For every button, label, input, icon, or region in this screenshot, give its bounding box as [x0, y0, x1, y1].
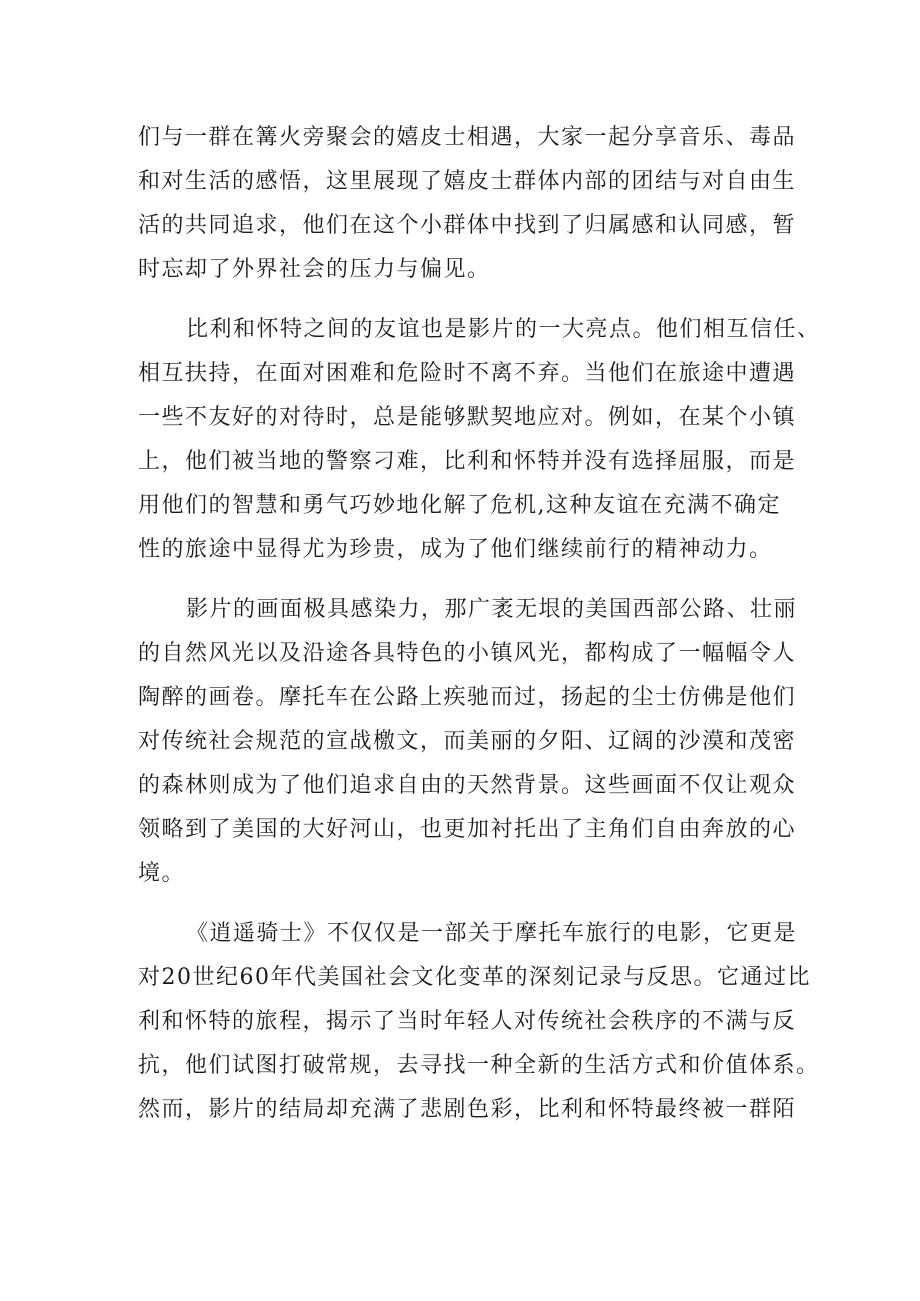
- text-line: 性的旅途中显得尤为珍贵，成为了他们继续前行的精神动力。: [138, 537, 773, 562]
- text-line: 对20世纪60年代美国社会文化变革的深刻记录与反思。它通过比: [138, 965, 811, 990]
- text-line: 上，他们被当地的警察刁难，比利和怀特并没有选择屈服，而是: [138, 449, 797, 474]
- text-line: 的森林则成为了他们追求自由的天然背景。这些画面不仅让观众: [138, 773, 797, 798]
- text-line: 抗，他们试图打破常规，去寻找一种全新的生活方式和价值体系。: [138, 1053, 820, 1078]
- text-line: 境。: [138, 861, 186, 886]
- paragraph-first-line: 《逍遥骑士》不仅仅是一部关于摩托车旅行的电影，它更是: [186, 921, 798, 946]
- text-line: 活的共同追求，他们在这个小群体中找到了归属感和认同感，暂: [138, 213, 797, 238]
- text-line: 用他们的智慧和勇气巧妙地化解了危机,这种友谊在充满不确定: [138, 493, 781, 518]
- text-line: 一些不友好的对待时，总是能够默契地应对。例如，在某个小镇: [138, 405, 797, 430]
- text-line: 利和怀特的旅程，揭示了当时年轻人对传统社会秩序的不满与反: [138, 1009, 797, 1034]
- text-line: 领略到了美国的大好河山，也更加衬托出了主角们自由奔放的心: [138, 817, 797, 842]
- text-line: 陶醉的画卷。摩托车在公路上疾驰而过，扬起的尘士仿佛是他们: [138, 685, 797, 710]
- text-line: 相互扶持，在面对困难和危险时不离不弃。当他们在旅途中遭遇: [138, 361, 797, 386]
- text-line: 时忘却了外界社会的压力与偏见。: [138, 257, 491, 282]
- paragraph-first-line: 比利和怀特之间的友谊也是影片的一大亮点。他们相互信任、: [186, 317, 821, 342]
- text-line: 对传统社会规范的宣战檄文，而美丽的夕阳、辽阔的沙漠和茂密: [138, 729, 797, 754]
- text-line: 的自然风光以及沿途各具特色的小镇风光，都构成了一幅幅令人: [138, 641, 797, 666]
- text-line: 和对生活的感悟，这里展现了嬉皮士群体内部的团结与对自由生: [138, 169, 797, 194]
- paragraph-first-line: 影片的画面极具感染力，那广袤无垠的美国西部公路、壮丽: [186, 597, 798, 622]
- text-line: 们与一群在篝火旁聚会的嬉皮士相遇，大家一起分享音乐、毒品: [138, 125, 797, 150]
- text-line: 然而，影片的结局却充满了悲剧色彩，比利和怀特最终被一群陌: [138, 1097, 797, 1122]
